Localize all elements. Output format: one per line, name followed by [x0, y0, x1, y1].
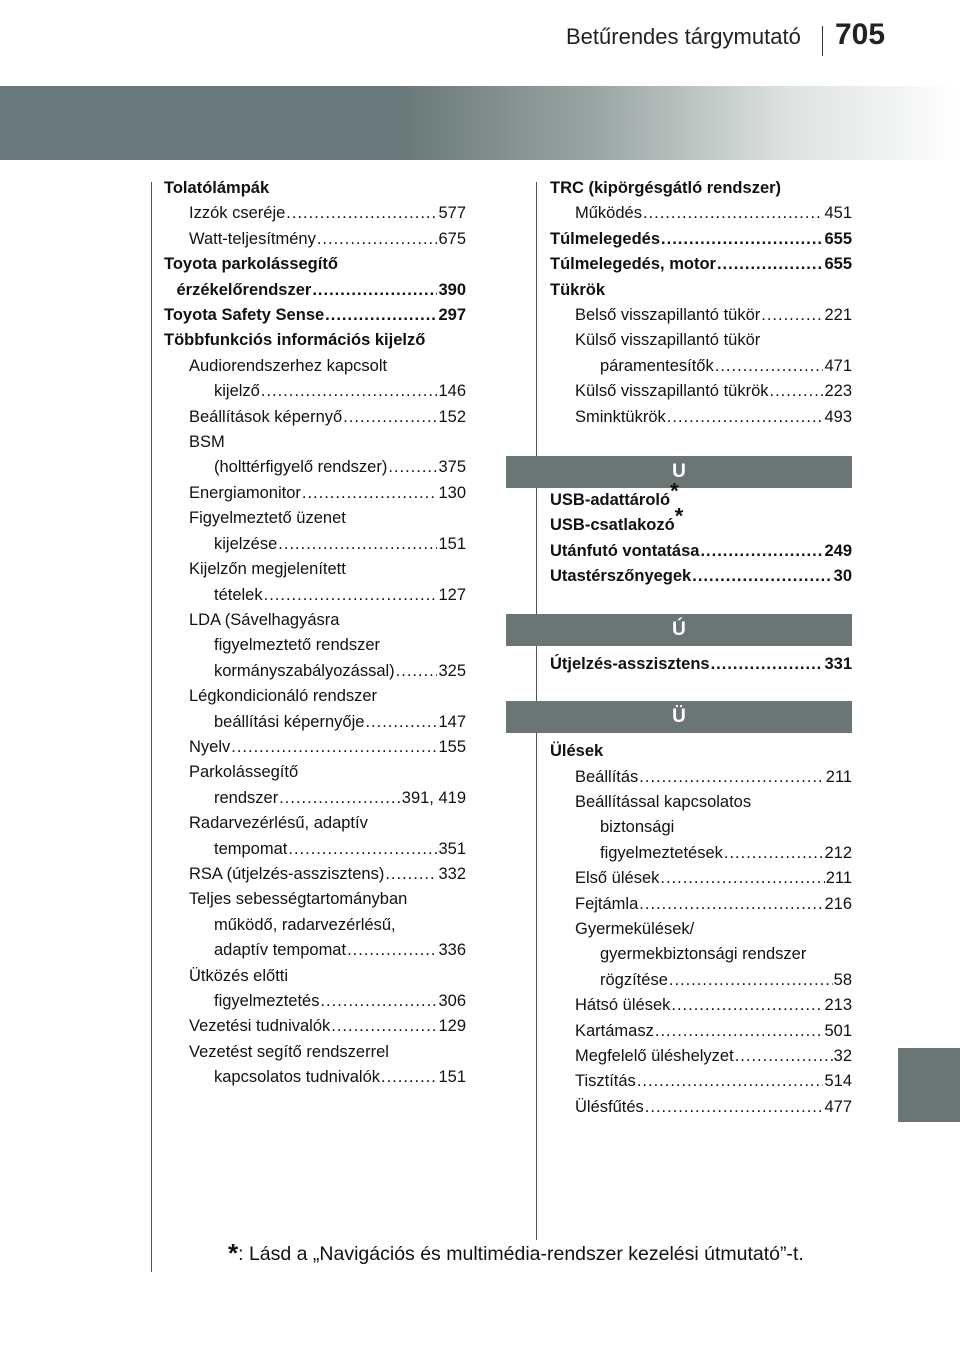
index-entry — [550, 968, 852, 993]
dot-leader — [278, 532, 437, 557]
entry-term: Radarvezérlésű, adaptív — [189, 814, 368, 833]
entry-term: kormányszabályozással) — [214, 661, 395, 680]
index-entry — [164, 278, 466, 303]
entry-page-ref: 212 — [824, 843, 852, 862]
index-block-u-acute — [550, 652, 852, 677]
dot-leader — [671, 993, 823, 1018]
entry-term: kapcsolatos tudnivalók — [214, 1068, 381, 1087]
entry-term: rendszer — [214, 788, 279, 807]
dot-leader — [312, 278, 437, 303]
entry-term: Működés — [575, 204, 642, 223]
entry-term: adaptív tempomat — [214, 941, 347, 960]
entry-term: Ülésfűtés — [575, 1097, 644, 1116]
dot-leader — [655, 1019, 824, 1044]
entry-term: Parkolássegítő — [189, 763, 299, 782]
index-entry — [164, 176, 466, 201]
entry-page-ref: 129 — [438, 1017, 466, 1036]
dot-leader — [288, 837, 437, 862]
index-entry — [164, 506, 466, 531]
index-entry — [164, 684, 466, 709]
entry-term: Vezetést segítő rendszerrel — [189, 1042, 389, 1061]
dot-leader — [279, 786, 401, 811]
index-column-right — [506, 176, 852, 1120]
dot-leader — [325, 303, 437, 328]
entry-page-ref: 331 — [824, 654, 852, 673]
entry-page-ref: 655 — [824, 229, 852, 248]
dot-leader — [639, 892, 823, 917]
entry-term: Ütközés előtti — [189, 966, 289, 985]
entry-term: Gyermekülések/ — [575, 919, 695, 938]
index-entry — [164, 837, 466, 862]
entry-term: Kijelzőn megjelenített — [189, 560, 346, 579]
entry-term: Vezetési tudnivalók — [189, 1017, 331, 1036]
index-entry — [550, 917, 852, 942]
dot-leader — [761, 303, 823, 328]
section-header-u-umlaut: Ü — [506, 701, 852, 733]
dot-leader — [388, 455, 437, 480]
index-block-u-umlaut — [550, 739, 852, 1120]
entry-term: kijelző — [214, 382, 260, 401]
page-header — [0, 0, 960, 76]
entry-page-ref: 249 — [824, 541, 852, 560]
entry-page-ref: 391, 419 — [401, 788, 466, 807]
index-entry — [164, 252, 466, 277]
index-entry — [164, 938, 466, 963]
index-entry — [550, 1019, 852, 1044]
header-band — [0, 86, 960, 160]
entry-term: Beállítással kapcsolatos — [575, 792, 752, 811]
dot-leader — [320, 989, 437, 1014]
index-entry — [164, 557, 466, 582]
index-entry — [164, 913, 466, 938]
section-title: Betűrendes tárgymutató — [566, 24, 801, 49]
dot-leader — [643, 201, 824, 226]
index-entry — [164, 633, 466, 658]
entry-page-ref: 151 — [438, 534, 466, 553]
entry-term: figyelmeztető rendszer — [214, 636, 380, 655]
entry-term: biztonsági — [600, 818, 675, 837]
index-entry — [550, 1069, 852, 1094]
entry-page-ref: 146 — [438, 382, 466, 401]
index-entry — [164, 964, 466, 989]
entry-term: Beállítás — [575, 767, 639, 786]
entry-term: figyelmeztetés — [214, 992, 320, 1010]
index-block-t — [550, 176, 852, 430]
dot-leader — [331, 1014, 437, 1039]
entry-term: RSA (útjelzés-asszisztens) — [189, 864, 385, 883]
thumb-index-tab — [898, 1048, 960, 1122]
index-entry — [550, 539, 852, 564]
index-entry — [164, 659, 466, 684]
dot-leader — [660, 866, 824, 891]
index-entry — [550, 379, 852, 404]
index-entry — [550, 278, 852, 303]
index-entry — [550, 815, 852, 840]
index-entry — [550, 328, 852, 353]
entry-term: (holttérfigyelő rendszer) — [214, 458, 388, 477]
entry-page-ref: 577 — [438, 204, 466, 223]
index-entry — [164, 710, 466, 735]
dot-leader — [717, 252, 824, 277]
index-entry — [550, 478, 852, 513]
index-entry — [164, 786, 466, 811]
entry-term: Watt-teljesítmény — [189, 229, 316, 248]
index-entry — [164, 1065, 466, 1090]
dot-leader — [667, 405, 824, 430]
index-block-u — [550, 478, 852, 590]
dot-leader — [692, 564, 832, 589]
entry-page-ref: 127 — [438, 585, 466, 604]
dot-leader — [365, 710, 437, 735]
entry-page-ref: 471 — [824, 356, 852, 375]
entry-page-ref: 306 — [438, 992, 466, 1010]
entry-term: Első ülések — [575, 869, 660, 888]
entry-page-ref: 216 — [824, 894, 852, 913]
entry-page-ref: 675 — [438, 229, 466, 248]
index-entry — [164, 303, 466, 328]
index-entry — [550, 405, 852, 430]
entry-page-ref: 493 — [824, 407, 852, 426]
index-entry — [164, 481, 466, 506]
dot-leader — [231, 735, 437, 760]
entry-term: Audiorendszerhez kapcsolt — [189, 356, 388, 375]
entry-term: Túlmelegedés, motor — [550, 255, 716, 274]
dot-leader — [661, 227, 823, 252]
page-number: 705 — [835, 18, 886, 51]
index-entry — [164, 532, 466, 557]
index-entry — [164, 735, 466, 760]
index-entry — [164, 405, 466, 430]
entry-page-ref: 325 — [438, 661, 466, 680]
index-entry — [164, 811, 466, 836]
dot-leader — [639, 765, 824, 790]
index-entry — [164, 430, 466, 455]
entry-term: Toyota parkolássegítő — [164, 255, 338, 274]
entry-term: USB-adattároló — [550, 491, 671, 510]
entry-term: Ülések — [550, 742, 604, 761]
index-entry — [550, 354, 852, 379]
dot-leader — [261, 379, 438, 404]
entry-term: Tisztítás — [575, 1072, 636, 1091]
index-entry — [550, 866, 852, 891]
left-margin-line — [151, 182, 152, 1272]
entry-term: Sminktükrök — [575, 407, 666, 426]
index-entry — [550, 176, 852, 201]
index-entry — [164, 1040, 466, 1065]
index-entry — [550, 1095, 852, 1120]
dot-leader — [381, 1065, 437, 1090]
entry-term: Utánfutó vontatása — [550, 541, 700, 560]
entry-page-ref: 477 — [824, 1097, 852, 1116]
section-header-u: U — [506, 456, 852, 488]
index-entry — [164, 583, 466, 608]
entry-term: kijelzése — [214, 534, 278, 553]
dot-leader — [347, 938, 437, 963]
entry-term: BSM — [189, 433, 225, 452]
entry-term: Kartámasz — [575, 1021, 654, 1040]
index-entry — [550, 993, 852, 1018]
entry-term: Hátsó ülések — [575, 996, 671, 1015]
entry-page-ref: 213 — [824, 996, 852, 1015]
entry-term: Külső visszapillantó tükör — [575, 331, 761, 350]
index-entry — [550, 765, 852, 790]
entry-page-ref: 375 — [438, 458, 466, 477]
entry-page-ref: 147 — [438, 712, 466, 731]
entry-term: Tolatólámpák — [164, 179, 270, 197]
index-entry — [550, 201, 852, 226]
section-header-u-acute: Ú — [506, 614, 852, 646]
index-entry — [550, 790, 852, 815]
dot-leader — [302, 481, 438, 506]
dot-leader — [637, 1069, 824, 1094]
entry-term: Teljes sebességtartományban — [189, 890, 408, 909]
index-entry — [550, 564, 852, 589]
entry-term: Nyelv — [189, 737, 231, 756]
entry-page-ref: 211 — [825, 767, 852, 786]
entry-term: Fejtámla — [575, 894, 639, 913]
entry-page-ref: 514 — [824, 1072, 852, 1091]
entry-term: USB-csatlakozó — [550, 516, 675, 535]
entry-page-ref: 130 — [438, 483, 466, 502]
dot-leader — [264, 583, 438, 608]
entry-page-ref: 32 — [833, 1046, 852, 1065]
index-entry — [164, 887, 466, 912]
entry-page-ref: 223 — [824, 382, 852, 401]
header-divider — [822, 26, 823, 56]
entry-term: Megfelelő üléshelyzet — [575, 1046, 734, 1065]
dot-leader — [724, 841, 824, 866]
entry-term: Külső visszapillantó tükrök — [575, 382, 769, 401]
dot-leader — [286, 201, 437, 226]
index-entry — [550, 252, 852, 277]
entry-term: figyelmeztetések — [600, 843, 723, 862]
dot-leader — [343, 405, 437, 430]
index-entry — [164, 328, 466, 353]
entry-page-ref: 297 — [438, 306, 466, 325]
dot-leader — [715, 354, 824, 379]
entry-page-ref: 336 — [438, 941, 466, 960]
index-entry — [164, 608, 466, 633]
entry-page-ref: 501 — [824, 1021, 852, 1040]
entry-page-ref: 152 — [438, 407, 466, 426]
entry-page-ref: 351 — [438, 839, 466, 858]
entry-term: Izzók cseréje — [189, 204, 286, 223]
index-entry — [550, 652, 852, 677]
dot-leader — [385, 862, 437, 887]
dot-leader — [735, 1044, 833, 1069]
entry-term: Útjelzés-asszisztens — [550, 654, 710, 673]
entry-term: Beállítások képernyő — [189, 407, 343, 426]
entry-term: tempomat — [214, 839, 288, 858]
entry-term: Utastérszőnyegek — [550, 567, 692, 586]
index-entry — [164, 201, 466, 226]
dot-leader — [711, 652, 824, 677]
entry-term: rögzítése — [600, 970, 668, 989]
index-column-left — [164, 176, 466, 1091]
entry-term: Toyota Safety Sense — [164, 306, 325, 325]
index-entry — [550, 227, 852, 252]
entry-term: LDA (Sávelhagyásra — [189, 610, 340, 629]
entry-page-ref: 30 — [833, 567, 852, 586]
entry-term: Figyelmeztető üzenet — [189, 509, 346, 528]
index-entry — [550, 739, 852, 764]
index-entry — [164, 227, 466, 252]
entry-term: páramentesítők — [600, 356, 714, 375]
entry-page-ref: 390 — [438, 280, 466, 299]
index-entry — [550, 303, 852, 328]
entry-term: Belső visszapillantó tükör — [575, 306, 761, 325]
entry-term: tételek — [214, 585, 263, 604]
dot-leader — [645, 1095, 824, 1120]
index-entry — [550, 1044, 852, 1069]
dot-leader — [669, 968, 833, 993]
index-entry — [550, 841, 852, 866]
index-entry — [164, 354, 466, 379]
entry-term: beállítási képernyője — [214, 712, 365, 731]
index-entry — [164, 862, 466, 887]
index-entry — [164, 760, 466, 785]
entry-page-ref: 221 — [824, 306, 852, 325]
index-entry — [164, 1014, 466, 1039]
entry-page-ref: 155 — [438, 737, 466, 756]
entry-term: működő, radarvezérlésű, — [214, 915, 396, 934]
footnote-star: * — [228, 1238, 239, 1268]
dot-leader — [317, 227, 438, 252]
entry-page-ref: 58 — [833, 970, 852, 989]
index-entry — [550, 942, 852, 967]
entry-page-ref: 211 — [825, 869, 852, 888]
index-entry — [164, 455, 466, 480]
entry-page-ref: 151 — [438, 1068, 466, 1087]
entry-page-ref: 332 — [438, 864, 466, 883]
entry-term: Légkondicionáló rendszer — [189, 687, 378, 706]
entry-term: Túlmelegedés — [550, 229, 661, 248]
entry-term: érzékelőrendszer — [176, 280, 312, 299]
index-entry — [164, 379, 466, 404]
index-entry — [550, 503, 852, 538]
entry-page-ref: 451 — [824, 204, 852, 223]
dot-leader — [396, 659, 438, 684]
entry-term: Energiamonitor — [189, 483, 301, 502]
footnote-marker: * — [670, 478, 679, 504]
dot-leader — [770, 379, 824, 404]
index-entry — [550, 892, 852, 917]
entry-term: TRC (kipörgésgátló rendszer) — [550, 179, 782, 197]
footnote-text: : Lásd a „Navigációs és multimédia-rendszer kezelési útmutató”-t. — [238, 1243, 804, 1265]
footnote — [228, 1236, 804, 1267]
entry-term: Többfunkciós információs kijelző — [164, 331, 426, 350]
entry-term: gyermekbiztonsági rendszer — [600, 945, 807, 964]
entry-term: Tükrök — [550, 280, 606, 299]
dot-leader — [700, 539, 823, 564]
index-entry — [164, 989, 466, 1014]
footnote-marker: * — [674, 503, 684, 529]
entry-page-ref: 655 — [824, 255, 852, 274]
